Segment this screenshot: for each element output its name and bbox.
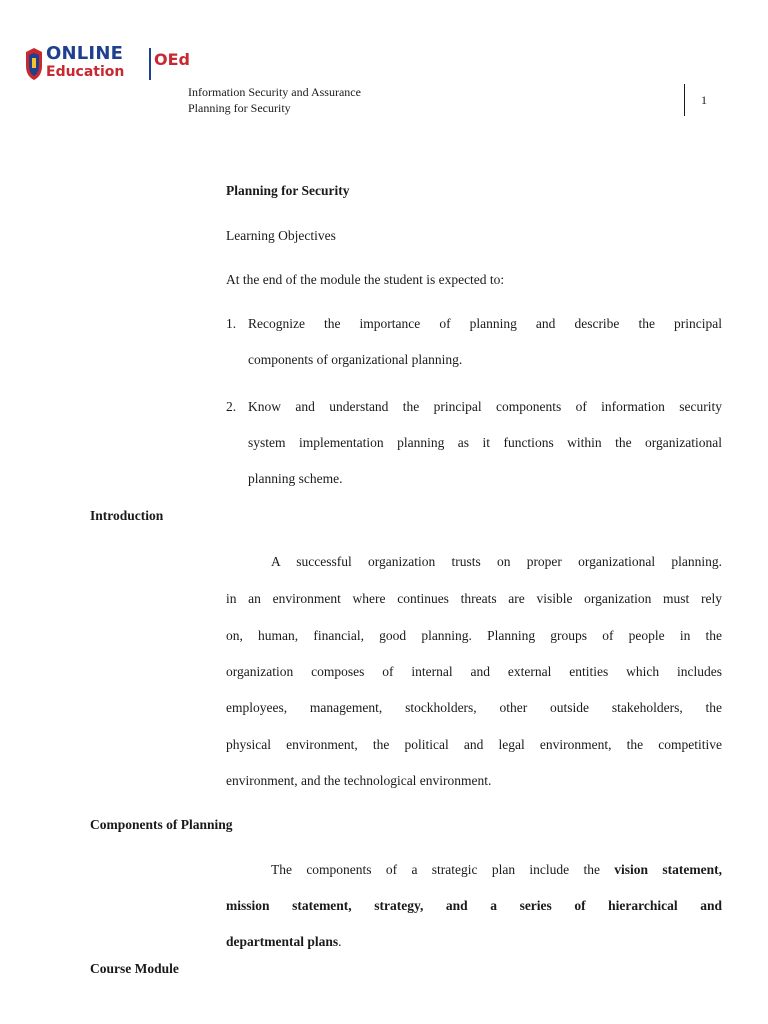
objective-line: Recognize the importance of planning and describe the principal [248,316,722,331]
header-divider [684,84,685,116]
logo-education-text: Education [46,64,125,80]
running-header [188,84,361,116]
header-module-title: Planning for Security [188,101,291,115]
learning-objectives-heading: Learning Objectives [226,228,336,243]
paragraph-text: . [338,934,342,949]
paragraph-line: mission statement, strategy, and a series of hierarchical and [226,898,722,913]
module-title: Planning for Security [226,183,350,198]
logo-divider [149,48,151,80]
paragraph-line: employees, management, stockholders, other outside stakeholders, the [226,700,722,715]
objective-line: planning scheme. [248,471,343,486]
paragraph-line: A successful organization trusts on proper organizational planning. [271,554,722,569]
emphasized-text: vision statement, [614,862,722,877]
components-heading: Components of Planning [90,817,233,832]
logo-online-text: ONLINE [46,43,124,64]
emphasized-text: departmental plans [226,934,339,949]
objective-number: 1. [226,316,237,331]
header-course-title: Information Security and Assurance [188,85,361,99]
objective-line: system implementation planning as it functions within the organizational [248,435,722,450]
shield-crest-icon [24,46,44,82]
paragraph-line: organization composes of internal and external entities which includes [226,664,722,679]
objective-number: 2. [226,399,237,414]
logo-oed-text: OEd [154,50,190,69]
objective-line: Know and understand the principal components of information security [248,399,722,414]
paragraph-text: The components of a strategic plan include the [271,862,615,877]
footer-course-module: Course Module [90,961,179,976]
institution-logo [24,43,190,86]
objectives-intro: At the end of the module the student is expected to: [226,272,505,287]
paragraph-line [271,862,722,878]
introduction-heading: Introduction [90,508,164,523]
objective-line: components of organizational planning. [248,352,463,367]
paragraph-line: physical environment, the political and legal environment, the competitive [226,737,722,752]
paragraph-line [226,934,342,950]
paragraph-line: on, human, financial, good planning. Planning groups of people in the [226,628,722,643]
page-number: 1 [701,93,707,107]
paragraph-line: environment, and the technological environment. [226,773,492,788]
paragraph-line: in an environment where continues threats are visible organization must rely [226,591,722,606]
